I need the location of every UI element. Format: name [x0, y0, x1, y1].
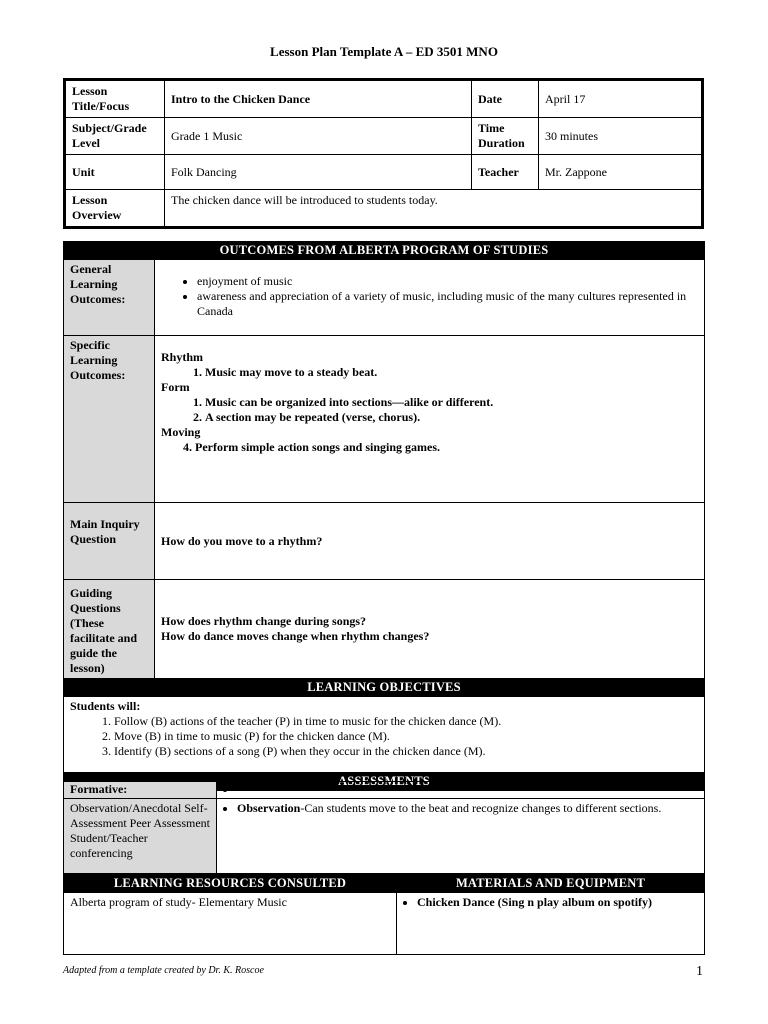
- objectives-intro: Students will:: [70, 699, 141, 713]
- unit-value: Folk Dancing: [165, 155, 472, 190]
- resources-header: LEARNING RESOURCES CONSULTED: [64, 875, 397, 893]
- overview-value: The chicken dance will be introduced to students today.: [165, 190, 703, 228]
- page-number: 1: [696, 964, 703, 979]
- guiding-content: [155, 580, 705, 679]
- subject-label: Subject/Grade Level: [65, 118, 165, 155]
- materials-header: MATERIALS AND EQUIPMENT: [397, 875, 705, 893]
- rhythm-heading: Rhythm: [161, 350, 204, 364]
- objectives-list: [70, 714, 698, 759]
- objectives-content: [64, 697, 705, 773]
- list-item: [237, 801, 698, 816]
- guiding-question-2: How do dance moves change when rhythm changes?: [161, 629, 430, 643]
- general-outcomes-label: General Learning Outcomes:: [64, 260, 155, 336]
- overview-label: Lesson Overview: [65, 190, 165, 228]
- guiding-question-1: How does rhythm change during songs?: [161, 614, 367, 628]
- objectives-header: LEARNING OBJECTIVES: [64, 679, 705, 697]
- formative-label: Formative:: [64, 782, 217, 799]
- observation-content: [217, 799, 705, 874]
- guiding-label: Guiding Questions (These facilitate and guide the lesson): [64, 580, 155, 679]
- form-list: [161, 395, 698, 425]
- document-title: Lesson Plan Template A – ED 3501 MNO: [270, 44, 498, 59]
- list-item: 1. Music can be organized into sections––alike or different.: [205, 395, 698, 410]
- general-outcomes-list: [161, 274, 698, 319]
- lesson-title-value: Intro to the Chicken Dance: [165, 80, 472, 118]
- list-item: 2. A section may be repeated (verse, chorus).: [205, 410, 698, 425]
- outcomes-table: [63, 241, 705, 791]
- unit-label: Unit: [65, 155, 165, 190]
- general-outcomes-content: [155, 260, 705, 336]
- empty-bullet: [237, 782, 698, 797]
- date-value: April 17: [539, 80, 703, 118]
- footer-credit: Adapted from a template created by Dr. K. Roscoe: [63, 965, 264, 976]
- teacher-value: Mr. Zappone: [539, 155, 703, 190]
- list-item: • enjoyment of music: [197, 274, 698, 289]
- assessment-methods-label: Observation/Anecdotal Self-Assessment Peer Assessment Student/Teacher conferencing: [64, 799, 217, 874]
- moving-item: 4. Perform simple action songs and singing games.: [183, 440, 441, 454]
- outcomes-header: OUTCOMES FROM ALBERTA PROGRAM OF STUDIES: [64, 242, 705, 260]
- assessments-header: ASSESSMENTS: [64, 773, 705, 791]
- form-heading: Form: [161, 380, 190, 394]
- specific-outcomes-content: [155, 336, 705, 503]
- inquiry-label: Main Inquiry Question: [64, 503, 155, 580]
- list-item: • awareness and appreciation of a variety of music, including music of the many cultures represented in Canada: [197, 289, 698, 319]
- resources-content: Alberta program of study- Elementary Music: [64, 893, 397, 955]
- lesson-title-label: Lesson Title/Focus: [65, 80, 165, 118]
- materials-content: [397, 893, 705, 955]
- assessments-table: [63, 781, 705, 874]
- teacher-label: Teacher: [472, 155, 539, 190]
- moving-heading: Moving: [161, 425, 201, 439]
- formative-value: [217, 782, 705, 799]
- specific-outcomes-label: Specific Learning Outcomes:: [64, 336, 155, 503]
- list-item: • Chicken Dance (Sing n play album on spotify): [417, 895, 698, 910]
- list-item: 3. Identify (B) sections of a song (P) when they occur in the chicken dance (M).: [114, 744, 698, 759]
- time-label: Time Duration: [472, 118, 539, 155]
- observation-label: Observation: [237, 801, 301, 815]
- lesson-info-table: [63, 78, 704, 229]
- time-value: 30 minutes: [539, 118, 703, 155]
- date-label: Date: [472, 80, 539, 118]
- list-item: 2. Move (B) in time to music (P) for the chicken dance (M).: [114, 729, 698, 744]
- list-item: 1. Music may move to a steady beat.: [205, 365, 698, 380]
- list-item: 1. Follow (B) actions of the teacher (P) in time to music for the chicken dance (M).: [114, 714, 698, 729]
- subject-value: Grade 1 Music: [165, 118, 472, 155]
- resources-table: [63, 874, 705, 955]
- rhythm-list: [161, 365, 698, 380]
- inquiry-value: How do you move to a rhythm?: [155, 503, 705, 580]
- observation-text: -Can students move to the beat and recognize changes to different sections.: [300, 801, 662, 815]
